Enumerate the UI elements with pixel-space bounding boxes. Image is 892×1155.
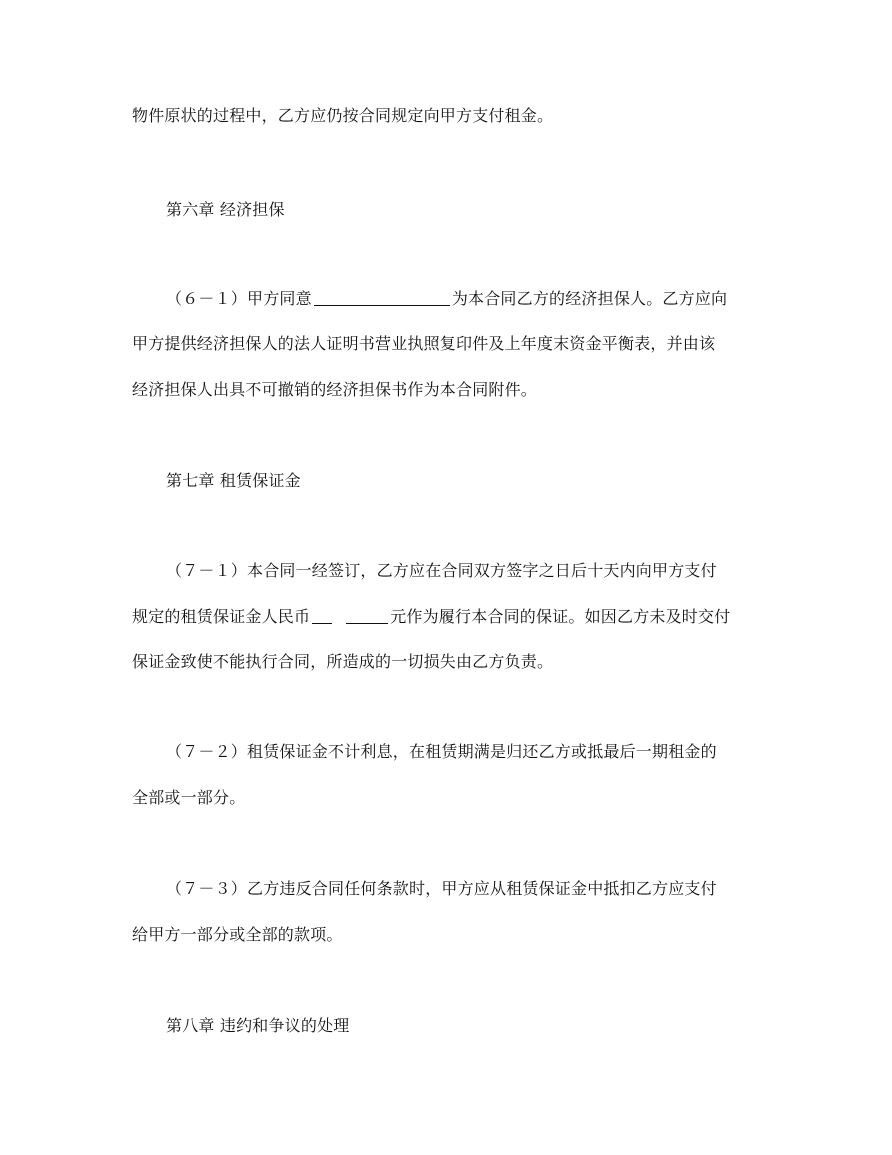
clause-6-1-text-b: 为本合同乙方的经济担保人。乙方应向 bbox=[451, 289, 728, 308]
paragraph-line: 物件原状的过程中，乙方应仍按合同规定向甲方支付租金。 bbox=[132, 106, 554, 125]
chapter-6-heading: 第六章 经济担保 bbox=[166, 200, 285, 219]
clause-7-3-line-1: （７－３）乙方违反合同任何条款时，甲方应从租赁保证金中抵扣乙方应支付 bbox=[166, 879, 717, 898]
clause-7-2-line-1: （７－２）租赁保证金不计利息，在租赁期满是归还乙方或抵最后一期租金的 bbox=[166, 742, 717, 761]
chapter-8-heading: 第八章 违约和争议的处理 bbox=[166, 1016, 350, 1035]
guarantor-name-blank bbox=[314, 289, 450, 306]
clause-7-1-text-b: 元作为履行本合同的保证。如因乙方未及时交付 bbox=[390, 607, 731, 626]
deposit-amount-blank-1 bbox=[312, 607, 332, 624]
clause-6-1-text-a: （６－１）甲方同意 bbox=[166, 289, 312, 308]
chapter-7-heading: 第七章 租赁保证金 bbox=[166, 471, 301, 490]
clause-6-1-line-3: 经济担保人出具不可撤销的经济担保书作为本合同附件。 bbox=[132, 380, 538, 399]
clause-7-1-line-3: 保证金致使不能执行合同，所造成的一切损失由乙方负责。 bbox=[132, 652, 554, 671]
clause-7-1-line-2 bbox=[132, 607, 730, 627]
clause-7-1-line-1: （７－１）本合同一经签订，乙方应在合同双方签字之日后十天内向甲方支付 bbox=[166, 561, 717, 580]
clause-7-3-line-2: 给甲方一部分或全部的款项。 bbox=[132, 925, 343, 944]
clause-6-1-line-2: 甲方提供经济担保人的法人证明书营业执照复印件及上年度末资金平衡表，并由该 bbox=[132, 334, 716, 353]
clause-7-2-line-2: 全部或一部分。 bbox=[132, 788, 246, 807]
clause-6-1-line-1 bbox=[166, 289, 727, 309]
deposit-amount-blank-2 bbox=[346, 607, 388, 624]
clause-7-1-text-a: 规定的租赁保证金人民币 bbox=[132, 607, 311, 626]
